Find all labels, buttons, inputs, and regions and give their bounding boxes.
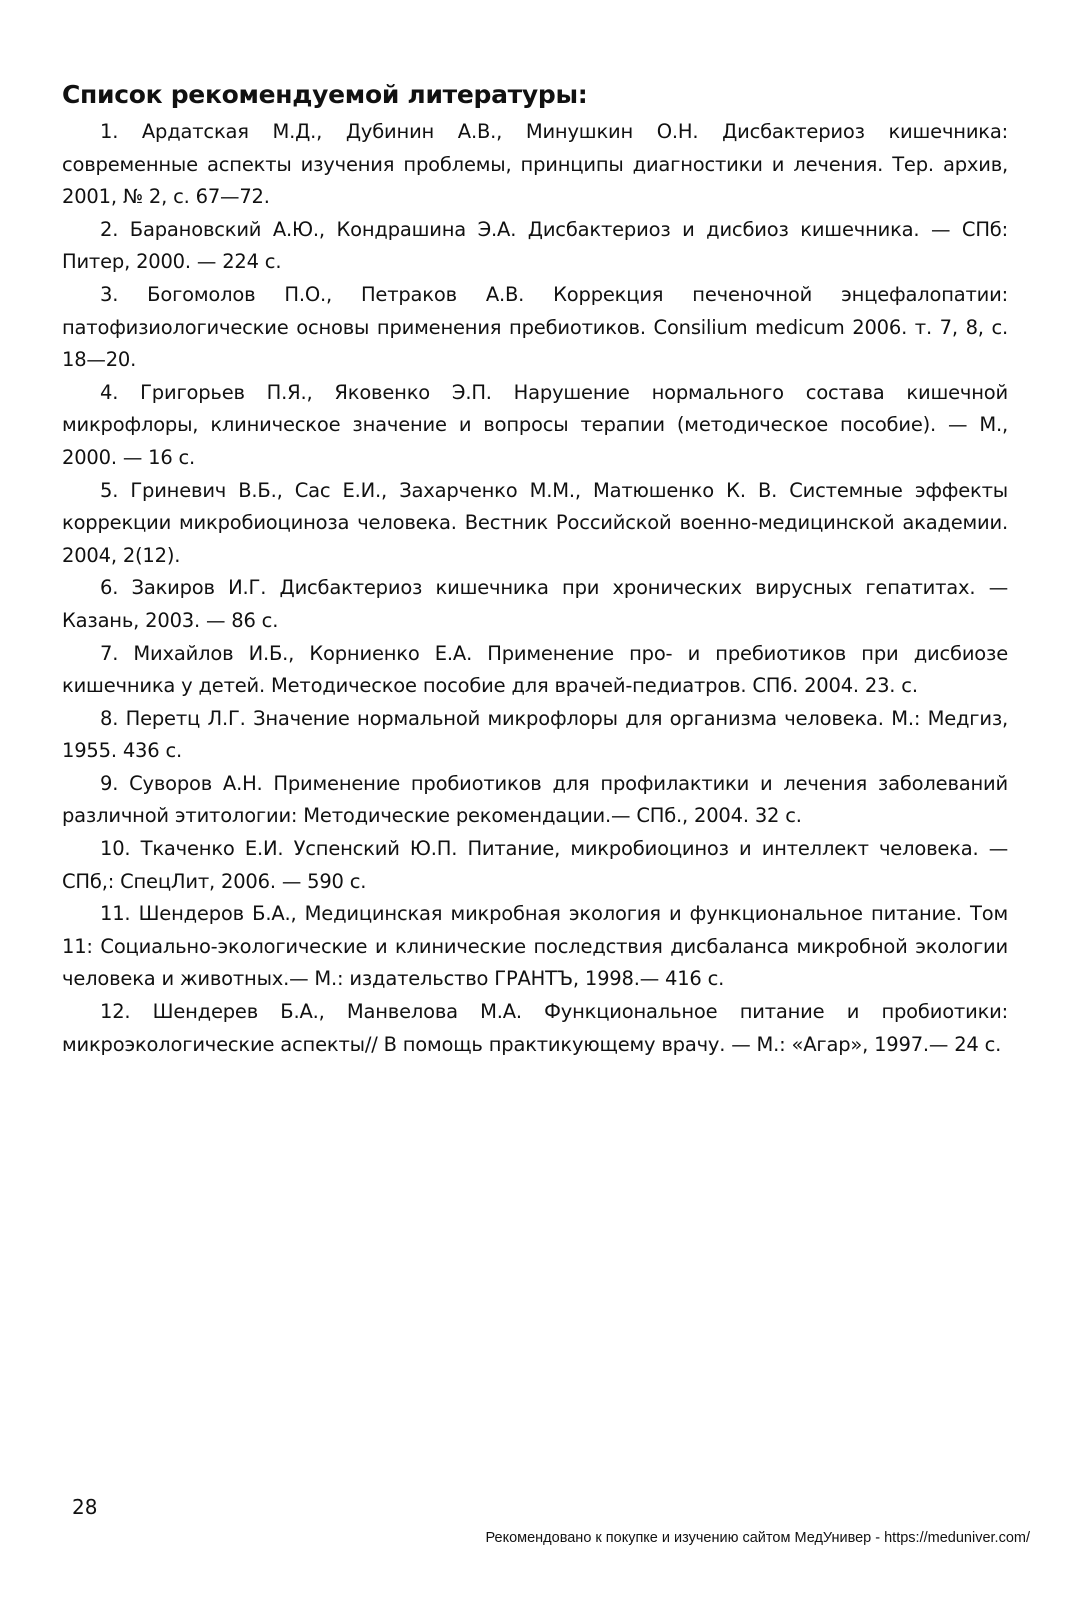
reference-item: 4. Григорьев П.Я., Яковенко Э.П. Нарушение нормального состава кишечной микрофлоры, клиническое значение и вопросы терапии (методическое пособие). — М., 2000. — 16 с. — [62, 380, 1008, 469]
reference-list — [62, 116, 1008, 1061]
reference-item: 11. Шендеров Б.А., Медицинская микробная экология и функциональное питание. Том 11: Социально-экологические и клинические последствия дисбаланса микробной экологии человека и животных.— М.: издательство ГРАНТЪ, 1998.— 416 с. — [62, 902, 1008, 991]
reference-item: 1. Ардатская М.Д., Дубинин А.В., Минушкин О.Н. Дисбактериоз кишечника: современные аспекты изучения проблемы, принципы диагностики и лечения. Тер. архив, 2001, № 2, с. 67—72. — [62, 120, 1008, 209]
reference-item: 7. Михайлов И.Б., Корниенко Е.А. Применение про- и пребиотиков при дисбиозе кишечника у детей. Методическое пособие для врачей-педиатров. СПб. 2004. 23. с. — [62, 641, 1008, 698]
reference-item: 3. Богомолов П.О., Петраков А.В. Коррекция печеночной энцефалопатии: патофизиологические основы применения пребиотиков. Consilium medicum 2006. т. 7, 8, с. 18—20. — [62, 282, 1008, 372]
page-title: Список рекомендуемой литературы: — [62, 80, 588, 109]
page-number: 28 — [72, 1495, 98, 1519]
reference-item: 8. Перетц Л.Г. Значение нормальной микрофлоры для организма человека. М.: Медгиз, 1955. 436 с. — [62, 706, 1008, 763]
reference-item: 10. Ткаченко Е.И. Успенский Ю.П. Питание, микробиоциноз и интеллект человека. — СПб,: СпецЛит, 2006. — 590 с. — [62, 837, 1008, 893]
reference-item: 6. Закиров И.Г. Дисбактериоз кишечника при хронических вирусных гепатитах. — Казань, 2003. — 86 с. — [62, 576, 1008, 632]
reference-item: 5. Гриневич В.Б., Сас Е.И., Захарченко М.М., Матюшенко К. В. Системные эффекты коррекции микробиоциноза человека. Вестник Российской военно-медицинской академии. 2004, 2(12). — [62, 478, 1008, 567]
reference-item: 12. Шендерев Б.А., Манвелова М.А. Функциональное питание и пробиотики: микроэкологические аспекты// В помощь практикующему врачу. — М.: «Агар», 1997.— 24 с. — [62, 1000, 1008, 1056]
footer-note: Рекомендовано к покупке и изучению сайтом МедУнивер - https://meduniver.com/ — [485, 1530, 1030, 1546]
reference-item: 9. Суворов А.Н. Применение пробиотиков для профилактики и лечения заболеваний различной этитологии: Методические рекомендации.— СПб., 2004. 32 с. — [62, 771, 1008, 828]
reference-item: 2. Барановский А.Ю., Кондрашина Э.А. Дисбактериоз и дисбиоз кишечника. — СПб: Питер, 2000. — 224 с. — [62, 217, 1008, 274]
page-content — [62, 78, 1008, 1061]
